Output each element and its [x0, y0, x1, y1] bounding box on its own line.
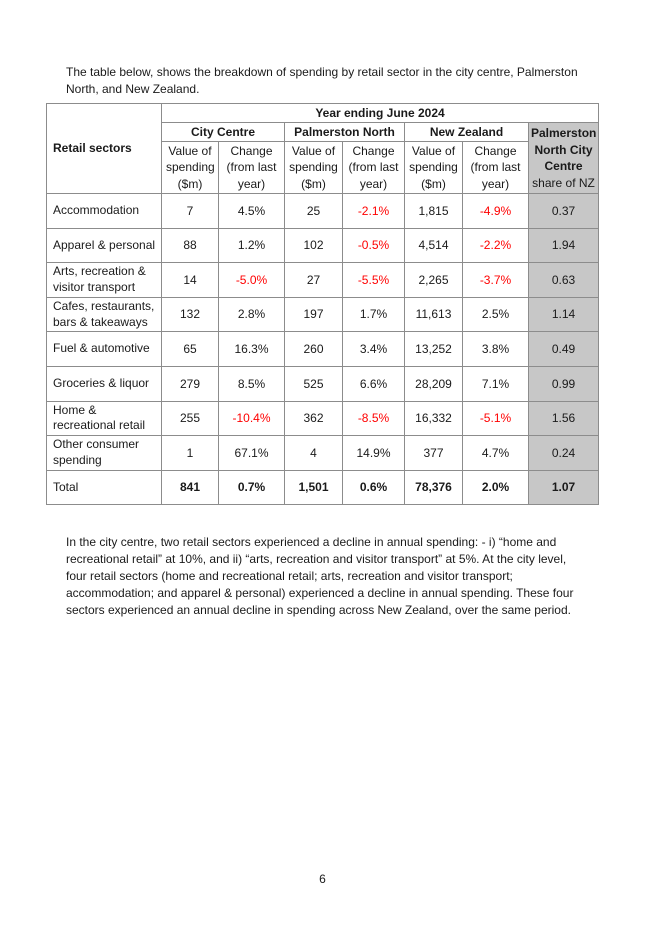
sector-name: Apparel & personal [47, 228, 162, 263]
cc-change-cell: 1.2% [219, 228, 285, 263]
pn-change-cell: 14.9% [343, 436, 405, 471]
cc-value-cell: 65 [162, 332, 219, 367]
cc-change-cell: 67.1% [219, 436, 285, 471]
nz-change-cell: -2.2% [463, 228, 529, 263]
pn-change-cell: -8.5% [343, 401, 405, 436]
cc-change-cell: 16.3% [219, 332, 285, 367]
cc-change-cell: 8.5% [219, 366, 285, 401]
share-header-title: Palmerston North City Centre [531, 126, 597, 173]
table-row [47, 228, 599, 263]
group-header-new-zealand: New Zealand [405, 123, 529, 142]
nz-value-cell: 1,815 [405, 194, 463, 229]
pn-value-cell: 4 [285, 436, 343, 471]
nz-value-cell: 11,613 [405, 297, 463, 332]
share-of-nz-cell: 0.63 [529, 263, 599, 298]
group-header-city-centre: City Centre [162, 123, 285, 142]
nz-change-cell: 3.8% [463, 332, 529, 367]
column-header-change: Change (from last year) [343, 142, 405, 194]
table-row [47, 401, 599, 436]
table-row [47, 297, 599, 332]
share-of-nz-cell: 0.37 [529, 194, 599, 229]
cc-change-cell: -5.0% [219, 263, 285, 298]
page-number: 6 [319, 872, 326, 886]
nz-value-cell: 377 [405, 436, 463, 471]
nz-change-cell: 2.5% [463, 297, 529, 332]
nz-change-cell: -3.7% [463, 263, 529, 298]
retail-sectors-header: Retail sectors [47, 104, 162, 194]
share-of-nz-cell: 1.94 [529, 228, 599, 263]
share-of-nz-cell: 1.56 [529, 401, 599, 436]
sector-name: Home & recreational retail [47, 401, 162, 436]
pn-value-cell: 197 [285, 297, 343, 332]
cc-change-cell: 0.7% [219, 470, 285, 505]
pn-change-cell: 6.6% [343, 366, 405, 401]
table-row [47, 436, 599, 471]
share-of-nz-header [529, 123, 599, 194]
table-row [47, 332, 599, 367]
share-of-nz-cell: 1.07 [529, 470, 599, 505]
nz-value-cell: 4,514 [405, 228, 463, 263]
nz-change-cell: -4.9% [463, 194, 529, 229]
nz-change-cell: 2.0% [463, 470, 529, 505]
nz-value-cell: 13,252 [405, 332, 463, 367]
intro-paragraph: The table below, shows the breakdown of spending by retail sector in the city centre, Palmerston North, and New Zealand. [66, 65, 578, 96]
pn-change-cell: 3.4% [343, 332, 405, 367]
commentary-paragraph: In the city centre, two retail sectors experienced a decline in annual spending: - i) “home and recreational retail” at 10%, and ii) “arts, recreation and visitor transport” at 5%. At the city level, four retail sectors (home and recreational retail; arts, recreation and visitor transport; accommodation; and apparel & personal) experienced a decline in annual spending. These four sectors experienced an annual decline in spending across New Zealand, over the same period. [66, 535, 574, 617]
group-header-palmerston-north: Palmerston North [285, 123, 405, 142]
sector-name: Cafes, restaurants, bars & takeaways [47, 297, 162, 332]
cc-change-cell: -10.4% [219, 401, 285, 436]
cc-value-cell: 1 [162, 436, 219, 471]
pn-value-cell: 27 [285, 263, 343, 298]
column-header-value: Value of spending ($m) [405, 142, 463, 194]
nz-value-cell: 78,376 [405, 470, 463, 505]
share-of-nz-cell: 0.49 [529, 332, 599, 367]
nz-value-cell: 16,332 [405, 401, 463, 436]
column-header-change: Change (from last year) [219, 142, 285, 194]
pn-value-cell: 25 [285, 194, 343, 229]
pn-value-cell: 102 [285, 228, 343, 263]
sector-name: Groceries & liquor [47, 366, 162, 401]
column-header-change: Change (from last year) [463, 142, 529, 194]
nz-change-cell: 4.7% [463, 436, 529, 471]
cc-value-cell: 14 [162, 263, 219, 298]
period-header: Year ending June 2024 [162, 104, 599, 123]
nz-change-cell: -5.1% [463, 401, 529, 436]
table-total-row [47, 470, 599, 505]
cc-value-cell: 279 [162, 366, 219, 401]
pn-change-cell: 0.6% [343, 470, 405, 505]
pn-value-cell: 525 [285, 366, 343, 401]
column-header-value: Value of spending ($m) [162, 142, 219, 194]
pn-change-cell: -5.5% [343, 263, 405, 298]
pn-value-cell: 1,501 [285, 470, 343, 505]
pn-value-cell: 260 [285, 332, 343, 367]
share-of-nz-cell: 0.99 [529, 366, 599, 401]
table-body [47, 194, 599, 505]
sector-name: Arts, recreation & visitor transport [47, 263, 162, 298]
cc-change-cell: 2.8% [219, 297, 285, 332]
pn-change-cell: -0.5% [343, 228, 405, 263]
sector-name: Fuel & automotive [47, 332, 162, 367]
pn-change-cell: 1.7% [343, 297, 405, 332]
cc-value-cell: 841 [162, 470, 219, 505]
pn-change-cell: -2.1% [343, 194, 405, 229]
share-header-subtitle: share of NZ [532, 175, 595, 190]
nz-change-cell: 7.1% [463, 366, 529, 401]
pn-value-cell: 362 [285, 401, 343, 436]
cc-value-cell: 255 [162, 401, 219, 436]
nz-value-cell: 28,209 [405, 366, 463, 401]
sector-name: Other consumer spending [47, 436, 162, 471]
nz-value-cell: 2,265 [405, 263, 463, 298]
cc-value-cell: 7 [162, 194, 219, 229]
cc-value-cell: 88 [162, 228, 219, 263]
table-row [47, 263, 599, 298]
sector-name: Accommodation [47, 194, 162, 229]
cc-change-cell: 4.5% [219, 194, 285, 229]
share-of-nz-cell: 1.14 [529, 297, 599, 332]
sector-name: Total [47, 470, 162, 505]
table-row [47, 366, 599, 401]
cc-value-cell: 132 [162, 297, 219, 332]
table-row [47, 194, 599, 229]
share-of-nz-cell: 0.24 [529, 436, 599, 471]
column-header-value: Value of spending ($m) [285, 142, 343, 194]
retail-spending-table [46, 103, 599, 505]
